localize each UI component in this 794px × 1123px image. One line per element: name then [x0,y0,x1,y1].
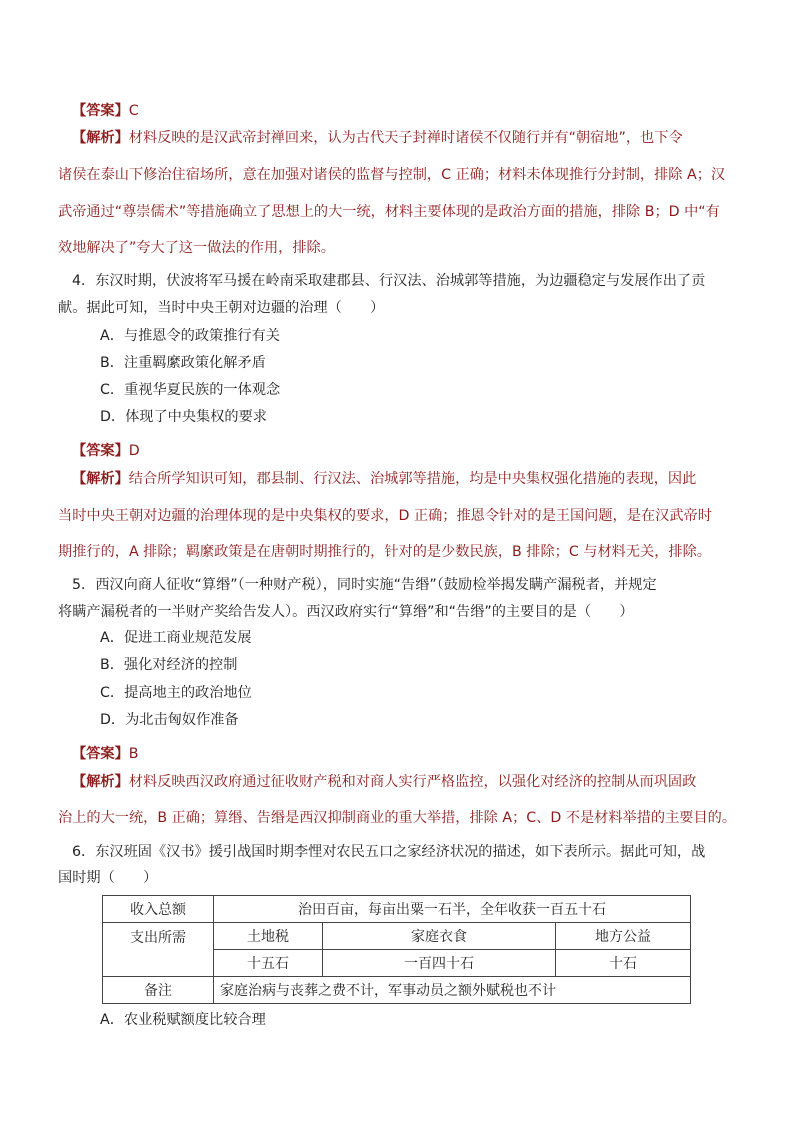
q5-option-b: B．强化对经济的控制 [100,657,238,673]
expense-header-food-clothing: 家庭衣食 [323,923,556,950]
analysis-tag: 【解析】 [72,130,129,146]
q4-option-c: C．重视华夏民族的一体观念 [100,382,281,398]
q5-analysis-line-2: 治上的大一统，B 正确；算缗、告缗是西汉抑制商业的重大举措，排除 A；C、D 不是材料举措的主要目的。 [58,810,737,826]
answer-value: C [128,103,139,119]
q6-stem-line-2: 国时期（ ） [58,870,158,886]
answer-value: B [128,746,139,762]
expense-header-land-tax: 土地税 [214,923,323,950]
q5-option-a: A．促进工商业规范发展 [100,630,252,646]
table-row [103,923,691,950]
q4-stem-line-2: 献。据此可知，当时中央王朝对边疆的治理（ ） [58,300,385,316]
q4-stem-line-1: 4．东汉时期，伏波将军马援在岭南采取建郡县、行汉法、治城郭等措施，为边疆稳定与发展作出了贡 [72,273,706,289]
q4-analysis-line-3: 期推行的，A 排除；羁縻政策是在唐朝时期推行的，针对的是少数民族，B 排除；C 与材料无关，排除。 [58,544,711,560]
answer-value: D [128,443,140,459]
q5-analysis-line-1 [72,772,696,792]
expense-label-cell: 支出所需 [103,923,214,977]
q3-answer [72,101,139,121]
q6-stem-line-1: 6．东汉班固《汉书》援引战国时期李悝对农民五口之家经济状况的描述，如下表所示。据此可知，战 [72,844,706,860]
q4-option-d: D．体现了中央集权的要求 [100,409,267,425]
q5-stem-line-2: 将瞒产漏税者的一半财产奖给告发人）。西汉政府实行“算缗”和“告缗”的主要目的是（ ） [58,604,634,620]
analysis-text: 材料反映的是汉武帝封禅回来，认为古代天子封禅时诸侯不仅随行并有“朝宿地”，也下令 [128,130,683,146]
answer-tag: 【答案】 [72,746,129,762]
expense-value-public-welfare: 十石 [556,950,691,977]
q4-analysis-line-2: 当时中央王朝对边疆的治理体现的是中央集权的要求，D 正确；推恩令针对的是王国问题，是在汉武帝时 [58,508,712,524]
analysis-tag: 【解析】 [72,471,129,487]
income-value-cell: 治田百亩，每亩出粟一石半，全年收获一百五十石 [214,896,691,923]
answer-tag: 【答案】 [72,443,129,459]
expense-value-food-clothing: 一百四十石 [323,950,556,977]
expense-value-land-tax: 十五石 [214,950,323,977]
q3-analysis-line-4: 效地解决了”夸大了这一做法的作用，排除。 [58,240,335,256]
q4-option-a: A．与推恩令的政策推行有关 [100,328,280,344]
analysis-text: 结合所学知识可知，郡县制、行汉法、治城郭等措施，均是中央集权强化措施的表现，因此 [128,471,697,487]
note-value-cell: 家庭治病与丧葬之费不计，军事动员之额外赋税也不计 [214,977,691,1004]
table-row [103,977,691,1004]
q3-analysis-line-3: 武帝通过“尊崇儒术”等措施确立了思想上的大一统，材料主要体现的是政治方面的措施，排除 B；D 中“有 [58,204,720,220]
q3-analysis-line-2: 诸侯在泰山下修治住宿场所，意在加强对诸侯的监督与控制，C 正确；材料未体现推行分封制，排除 A；汉 [58,167,726,183]
q4-answer [72,441,140,461]
q5-stem-line-1: 5．西汉向商人征收“算缗”（一种财产税），同时实施“告缗”（鼓励检举揭发瞒产漏税者，并规定 [72,577,657,593]
q4-option-b: B．注重羁縻政策化解矛盾 [100,355,266,371]
q5-option-d: D．为北击匈奴作准备 [100,712,239,728]
q3-analysis-line-1 [72,128,683,148]
expense-header-public-welfare: 地方公益 [556,923,691,950]
table-row [103,896,691,923]
q4-analysis-line-1 [72,469,696,489]
q5-answer [72,744,139,764]
income-label-cell: 收入总额 [103,896,214,923]
answer-tag: 【答案】 [72,103,129,119]
q6-option-a: A．农业税赋额度比较合理 [100,1012,266,1028]
q6-table [102,895,691,1004]
q5-option-c: C．提高地主的政治地位 [100,685,252,701]
note-label-cell: 备注 [103,977,214,1004]
analysis-text: 材料反映西汉政府通过征收财产税和对商人实行严格监控，以强化对经济的控制从而巩固政 [128,774,697,790]
analysis-tag: 【解析】 [72,774,129,790]
